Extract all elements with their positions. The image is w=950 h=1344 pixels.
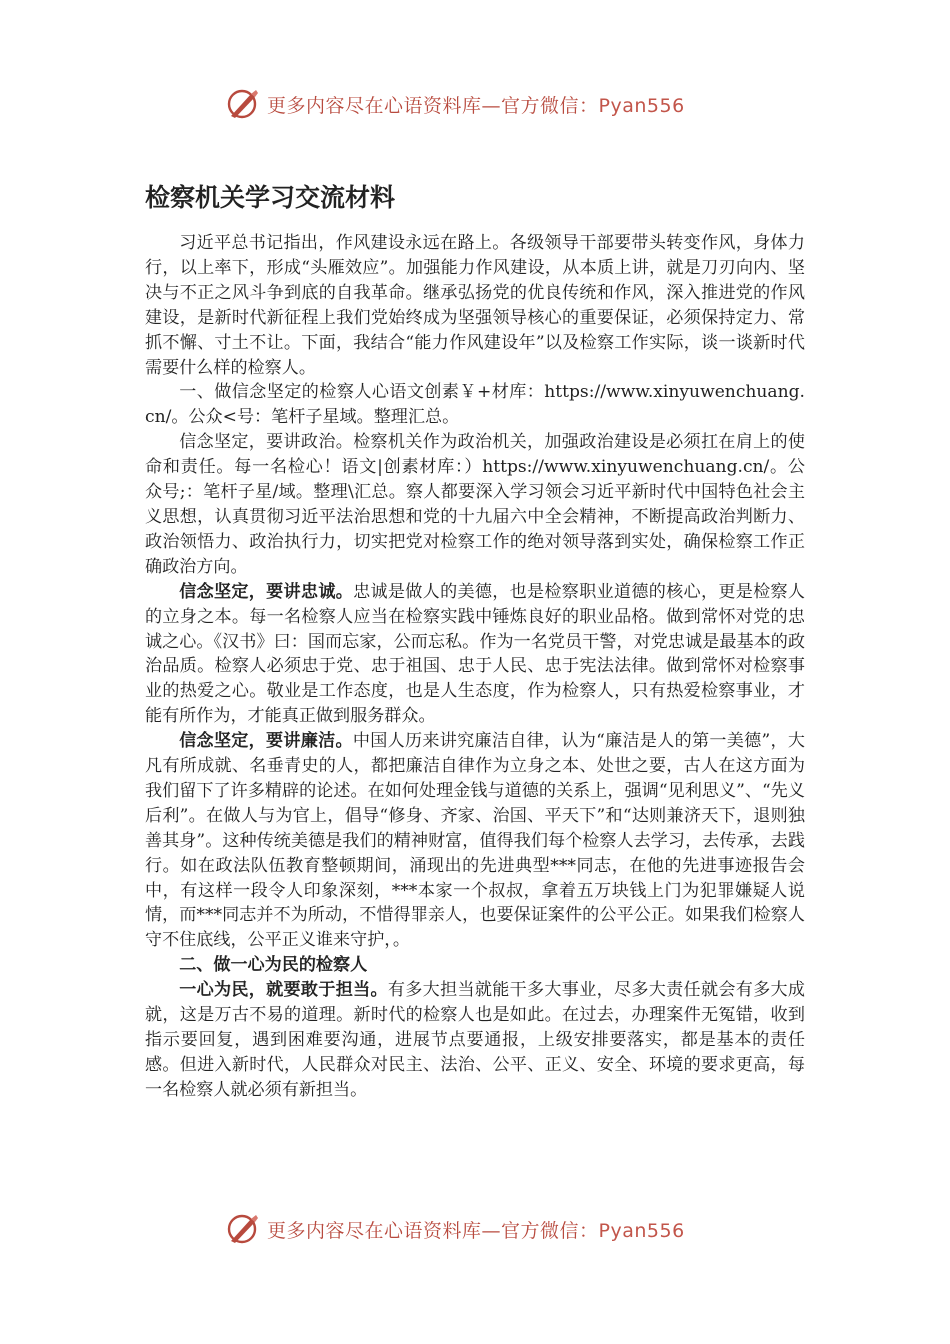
paragraph-lead: 二、做一心为民的检察人 xyxy=(179,955,368,976)
document-body xyxy=(145,231,805,1103)
header-banner xyxy=(225,84,745,124)
paragraph-lead: 信念坚定，要讲廉洁。 xyxy=(179,731,353,752)
section-heading-2 xyxy=(145,953,805,978)
banner-text: 更多内容尽在心语资料库—官方微信：Pyan556 xyxy=(267,94,685,117)
banner-text: 更多内容尽在心语资料库—官方微信：Pyan556 xyxy=(267,1219,685,1242)
paragraph-lead: 信念坚定，要讲忠诚。 xyxy=(179,581,354,602)
paragraph-integrity: 信念坚定，要讲廉洁。中国人历来讲究廉洁自律，认为“廉洁是人的第一美德”，大凡有所成就、名垂青史的人，都把廉洁自律作为立身之本、处世之要，古人在这方面为我们留下了许多精辟的论述。在如何处理金钱与道德的关系上，强调“见利思义”、“先义后利”。在做人与为官上，倡导“修身、齐家、治国、平天下”和“达则兼济天下，退则独善其身”。这种传统美德是我们的精神财富，值得我们每个检察人去学习，去传承，去践行。如在政法队伍教育整顿期间，涌现出的先进典型***同志，在他的先进事迹报告会中，有这样一段令人印象深刻，***本家一个叔叔，拿着五万块钱上门为犯罪嫌疑人说情，而***同志并不为所动，不惜得罪亲人，也要保证案件的公平公正。如果我们检察人守不住底线，公平正义谁来守护，。 xyxy=(145,731,805,951)
paragraph-lead: 一心为民，就要敢于担当。 xyxy=(179,980,388,1001)
pen-logo-icon xyxy=(225,86,261,122)
paragraph-politics: 信念坚定，要讲政治。检察机关作为政治机关，加强政治建设是必须扛在肩上的使命和责任。每一名检心！语文|创素材库：）https://www.xinyuwenchuang.cn/。公众号;：笔杆子星/域。整理\汇总。察人都要深入学习领会习近平新时代中国特色社会主义思想，认真贯彻习近平法治思想和党的十九届六中全会精神，不断提高政治判断力、政治领悟力、政治执行力，切实把党对检察工作的绝对领导落到实处，确保检察工作正确政治方向。 xyxy=(145,432,805,577)
document-title: 检察机关学习交流材料 xyxy=(145,183,396,212)
wechat-id: Pyan556 xyxy=(598,94,685,117)
footer-banner xyxy=(225,1209,745,1249)
paragraph-intro: 习近平总书记指出，作风建设永远在路上。各级领导干部要带头转变作风，身体力行，以上率下，形成“头雁效应”。加强能力作风建设，从本质上讲，就是刀刃向内、坚决与不正之风斗争到底的自我革命。继承弘扬党的优良传统和作风，深入推进党的作风建设，是新时代新征程上我们党始终成为坚强领导核心的重要保证，必须保持定力、常抓不懈、寸土不让。下面，我结合“能力作风建设年”以及检察工作实际，谈一谈新时代需要什么样的检察人。 xyxy=(145,233,805,378)
wechat-id: Pyan556 xyxy=(598,1219,685,1242)
paragraph-responsibility: 一心为民，就要敢于担当。有多大担当就能干多大事业，尽多大责任就会有多大成就，这是万古不易的道理。新时代的检察人也是如此。在过去，办理案件无冤错，收到指示要回复，遇到困难要沟通，进展节点要通报，上级安排要落实，都是基本的责任感。但进入新时代，人民群众对民主、法治、公平、正义、安全、环境的要求更高，每一名检察人就必须有新担当。 xyxy=(145,980,805,1100)
section-heading-1: 一、做信念坚定的检察人心语文创素￥+材库：https://www.xinyuwenchuang.cn/。公众<号：笔杆子星域。整理汇总。 xyxy=(145,382,805,428)
paragraph-loyalty: 信念坚定，要讲忠诚。忠诚是做人的美德，也是检察职业道德的核心，更是检察人的立身之本。每一名检察人应当在检察实践中锤炼良好的职业品格。做到常怀对党的忠诚之心。《汉书》曰：国而忘家，公而忘私。作为一名党员干警，对党忠诚是最基本的政治品质。检察人必须忠于党、忠于祖国、忠于人民、忠于宪法法律。做到常怀对检察事业的热爱之心。敬业是工作态度，也是人生态度，作为检察人，只有热爱检察事业，才能有所作为，才能真正做到服务群众。 xyxy=(145,581,805,727)
pen-logo-icon xyxy=(225,1211,261,1247)
